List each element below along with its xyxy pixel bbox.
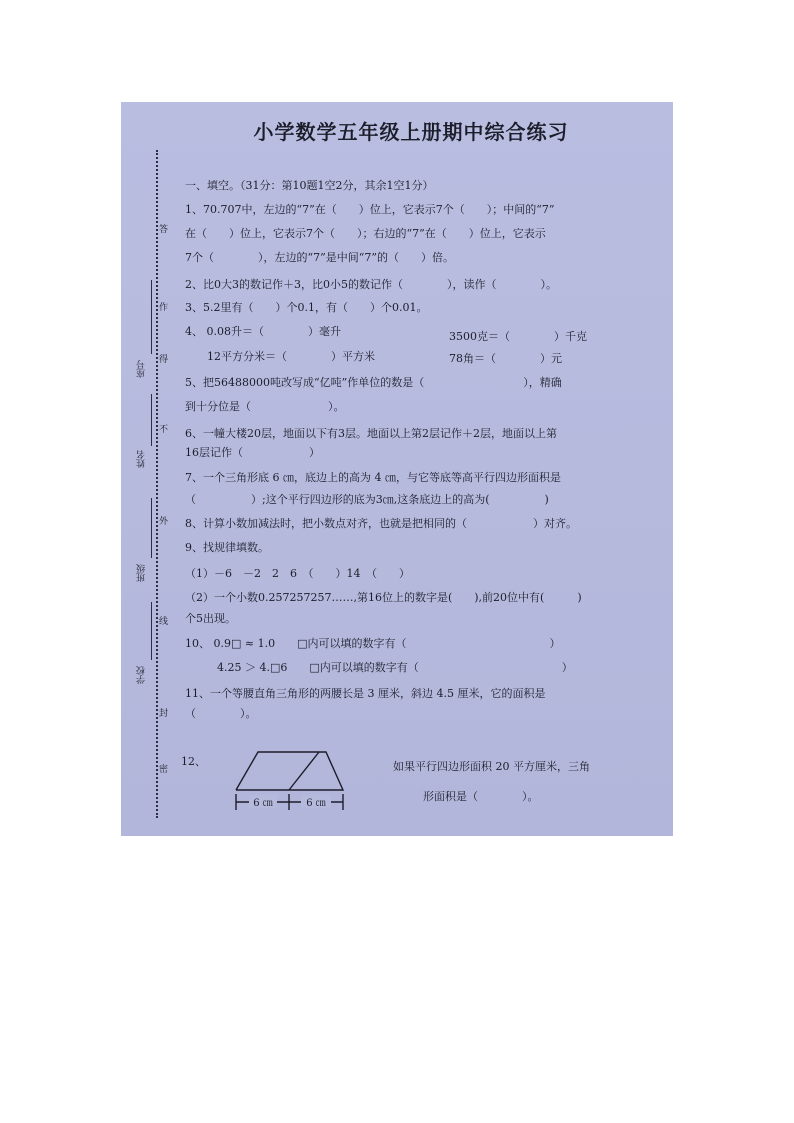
margin-char: 封: [159, 709, 169, 719]
question-line: 10、 0.9□ ≈ 1.0 □内可以填的数字有（ ）: [185, 637, 561, 650]
question-line: 在（ ）位上，它表示7个（ ）；右边的“7”在（ ）位上，它表示: [185, 227, 546, 240]
blank-line: [151, 498, 152, 558]
margin-char: 外: [159, 517, 169, 527]
question-line: （ ）;这个平行四边形的底为3㎝,这条底边上的高为( ): [185, 493, 549, 506]
margin-label-seat: 座号: [137, 360, 147, 378]
worksheet-photo: [121, 102, 673, 836]
question-line: 12平方分米＝（ ）平方米: [207, 350, 375, 363]
figure-diagonal: [289, 752, 319, 790]
margin-label-school: 学校: [137, 666, 147, 684]
question-line: 7个（ ），左边的“7”是中间“7”的（ ）倍。: [185, 251, 454, 264]
figure-label-right: 6 ㎝: [306, 798, 326, 809]
margin-char: 不: [159, 425, 169, 435]
question-line: （ ）。: [185, 707, 257, 720]
question-line: 11、一个等腰直角三角形的两腰长是 3 厘米，斜边 4.5 厘米，它的面积是: [185, 687, 546, 700]
margin-char: 作: [159, 303, 169, 313]
question-line: 到十分位是（ ）。: [185, 400, 345, 413]
margin-label-class: 班级: [137, 564, 147, 582]
question-line: 16层记作（ ）: [185, 446, 320, 459]
question-line: 9、找规律填数。: [185, 541, 269, 554]
question-line: 1、70.707中，左边的“7”在（ ）位上，它表示7个（ ）；中间的“7”: [185, 203, 555, 216]
question-line: 78角＝（ ）元: [449, 352, 562, 365]
parallelogram-triangle-figure: [233, 750, 347, 818]
question-line: 7、一个三角形底 6 ㎝，底边上的高为 4 ㎝，与它等底等高平行四边形面积是: [185, 471, 561, 484]
seal-line: [156, 150, 158, 818]
question-line: 6、一幢大楼20层，地面以下有3层。地面以上第2层记作＋2层，地面以上第: [185, 427, 557, 440]
question-line: 如果平行四边形面积 20 平方厘米，三角: [393, 760, 590, 773]
figure-label-left: 6 ㎝: [253, 798, 273, 809]
question-line: 4、 0.08升＝（ ）毫升: [185, 325, 341, 338]
section-heading: 一、填空。（31分：第10题1空2分，其余1空1分）: [185, 179, 434, 192]
blank-line: [151, 394, 152, 446]
page-title: 小学数学五年级上册期中综合练习: [253, 120, 569, 144]
margin-label-name: 姓名: [137, 450, 147, 468]
question-line: 3500克＝（ ）千克: [449, 330, 587, 343]
question-line: 5、把56488000吨改写成“亿吨”作单位的数是（ ），精确: [185, 376, 562, 389]
question-line: 3、5.2里有（ ）个0.1，有（ ）个0.01。: [185, 301, 428, 314]
question-line: （2）一个小数0.257257257……,第16位上的数字是( ),前20位中有( ): [185, 591, 582, 604]
margin-char: 线: [159, 617, 169, 627]
margin-char: 密: [159, 765, 169, 775]
question-line: 4.25 ＞ 4.□6 □内可以填的数字有（ ）: [217, 661, 573, 674]
blank-line: [151, 280, 152, 354]
margin-char: 得: [159, 355, 169, 365]
blank-line: [151, 602, 152, 660]
question-line: 个5出现。: [185, 612, 236, 625]
question-line: 2、比0大3的数记作＋3，比0小5的数记作（ ），读作（ ）。: [185, 278, 557, 291]
figure-outline: [236, 752, 343, 790]
question-line: 8、计算小数加减法时，把小数点对齐，也就是把相同的（ ）对齐。: [185, 517, 577, 530]
question-line: 12、: [181, 755, 206, 768]
question-line: （1）－6 －2 2 6 （ ）14 （ ）: [185, 567, 410, 580]
margin-char: 答: [159, 225, 169, 235]
question-line: 形面积是（ ）。: [423, 790, 539, 803]
